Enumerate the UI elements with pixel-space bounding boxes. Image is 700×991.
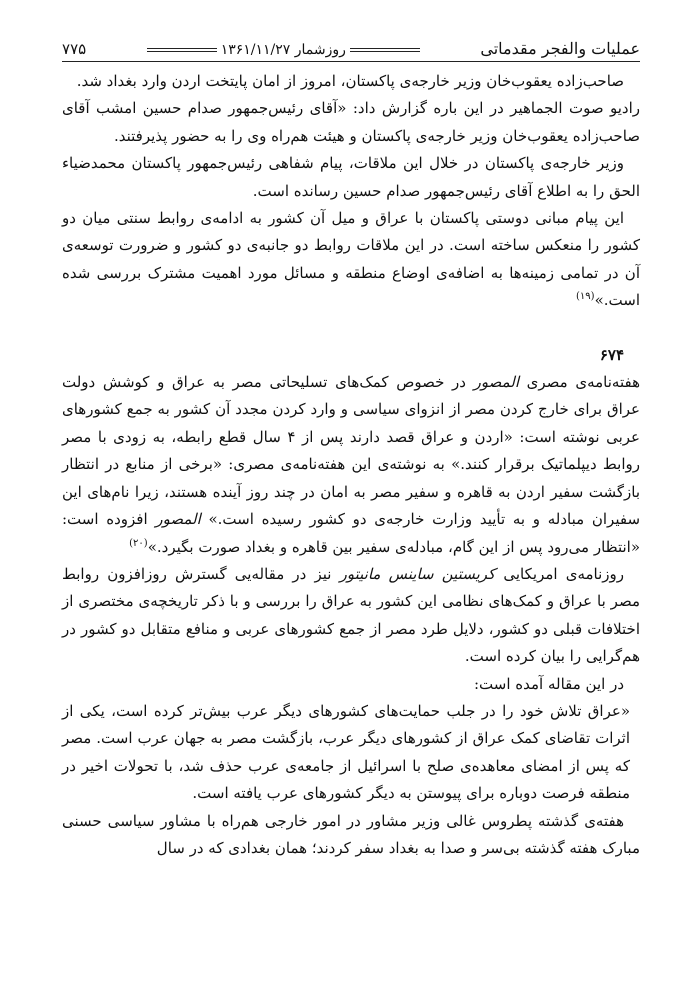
paragraph-text: افزوده است: «انتظار می‌رود پس از این گام، مبادله‌ی سفیر بین قاهره و بغداد صورت بگیرد.» — [62, 510, 640, 556]
source-name: کریستین ساینس مانیتور — [339, 564, 496, 583]
paragraph — [62, 369, 640, 561]
source-name: المصور — [473, 373, 520, 392]
header-double-rule-right — [350, 48, 420, 52]
paragraph-text: نیز در مقاله‌یی گسترش روزافزون روابط مصر با عراق و کمک‌های نظامی این کشور به عراق را بررسی و با ذکر تاریخچه‌ی مختصری از اختلافات قبلی دو کشور، دلایل طرد مصر از جمع کشورهای عربی و منافع متقابل دو کشور در هم‌گرایی را بیان کرده است. — [62, 564, 640, 666]
paragraph: وزیر خارجه‌ی پاکستان در خلال این ملاقات، پیام شفاهی رئیس‌جمهور پاکستان محمدضیاء الحق را به اطلاع آقای رئیس‌جمهور صدام حسین رسانده است. — [62, 154, 640, 200]
page-body — [62, 68, 640, 862]
paragraph: در این مقاله آمده است: — [473, 674, 624, 693]
paragraph-text: این پیام مبانی دوستی پاکستان با عراق و میل آن کشور به ادامه‌ی روابط سنتی میان دو کشور را منعکس ساخته است. در این ملاقات روابط دو جانبه‌ی دو کشور و ضرورت توسعه‌ی آن در تمامی زمینه‌ها به اضافه‌ی اوضاع منطقه و مسائل مورد اهمیت مشترک بررسی شده است.» — [62, 209, 640, 310]
quotation: «عراق تلاش خود را در جلب حمایت‌های کشورهای دیگر عرب بیش‌تر کرده است، یکی از اثرات تقاضای کمک عراق از کشورهای دیگر عرب، بازگشت مصر به جهان عرب است. مصر که پس از امضای معاهده‌ی صلح با اسرائیل از جامعه‌ی عرب حذف شد، با تحولات اخیر در منطقه فرصت دوباره برای پیوستن به دیگر کشورهای عرب یافته است. — [62, 701, 630, 803]
paragraph-text: در خصوص کمک‌های تسلیحاتی مصر به عراق و کوشش دولت عراق برای خارج کردن مصر از انزوای سیاسی و وارد کردن مجدد آن کشور به جمع کشورهای عربی نوشته است: «اردن و عراق قصد دارند پس از ۴ سال قطع رابطه، به زودی با مصر روابط دیپلماتیک برقرار کنند.» به نوشته‌ی این هفته‌نامه‌ی مصری: «برخی از منابع در انتظار بازگشت سفیر اردن به قاهره و سفیر مصر به امان در چند روز آینده هستند، زیرا نام‌های این سفیران مبادله و به تأیید وزارت خارجه‌ی دو کشور رسیده است.» — [62, 373, 641, 529]
document-number: ۶۷۴ — [599, 345, 624, 364]
paragraph: رادیو صوت الجماهیر در این باره گزارش داد: «آقای رئیس‌جمهور صدام حسین امشب آقای صاحب‌زاده یعقوب‌خان وزیر خارجه‌ی پاکستان و هیئت هم‌راه وی را به حضور پذیرفتند. — [62, 99, 640, 145]
page-number: ۷۷۵ — [62, 40, 87, 58]
paragraph-text: روزنامه‌ی امریکایی — [495, 564, 624, 583]
diary-date: روزشمار ۱۳۶۱/۱۱/۲۷ — [220, 42, 346, 58]
footnote-ref: (۲۰) — [129, 537, 148, 549]
footnote-ref: (۱۹) — [576, 291, 595, 303]
page-header — [62, 28, 640, 62]
paragraph — [62, 205, 640, 315]
source-name: المصور — [155, 510, 201, 529]
header-rule — [62, 61, 640, 62]
diary-date-group — [147, 42, 420, 62]
paragraph: هفته‌ی گذشته پطروس غالی وزیر مشاور در امور خارجی هم‌راه با مشاور سیاسی حسنی مبارک هفته گذشته بی‌سر و صدا به بغداد سفر کردند؛ همان بغدادی که در سال — [62, 811, 640, 857]
book-title: عملیات والفجر مقدماتی — [480, 39, 640, 58]
paragraph-text: هفته‌نامه‌ی مصری — [519, 373, 640, 392]
header-double-rule-left — [147, 48, 217, 52]
paragraph — [62, 561, 640, 671]
paragraph: صاحب‌زاده یعقوب‌خان وزیر خارجه‌ی پاکستان، امروز از امان پایتخت اردن وارد بغداد شد. — [76, 72, 624, 90]
